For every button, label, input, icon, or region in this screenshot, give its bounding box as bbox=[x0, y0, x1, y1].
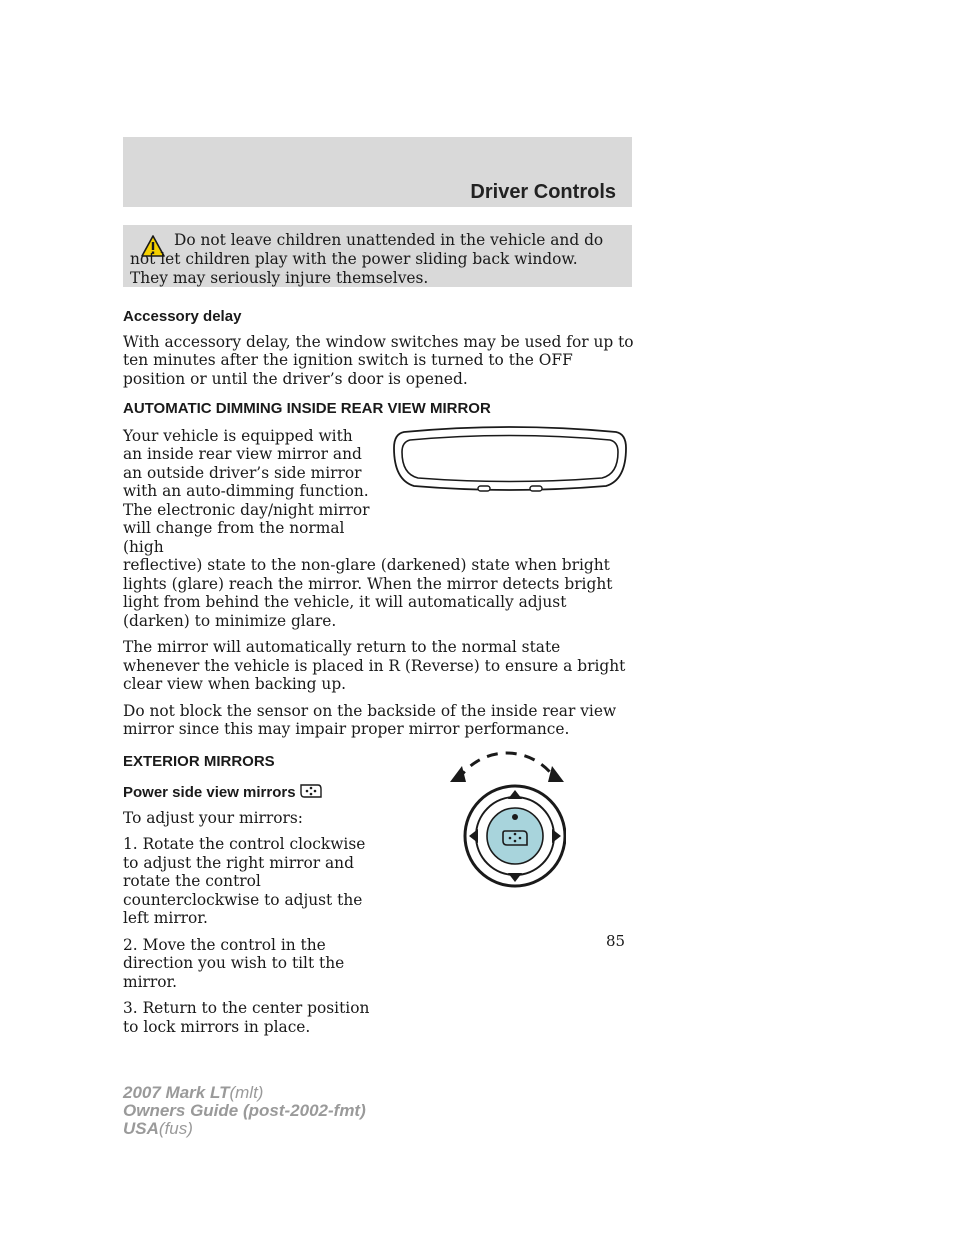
accessory-delay-heading: Accessory delay bbox=[123, 308, 242, 325]
section-title: Driver Controls bbox=[470, 181, 616, 203]
footer bbox=[123, 1084, 366, 1138]
exterior-mirrors-heading: EXTERIOR MIRRORS bbox=[123, 752, 275, 770]
footer-guide: Owners Guide (post-2002-fmt) bbox=[123, 1101, 366, 1120]
warning-text: Do not leave children unattended in the vehicle and do not let children play with the power sliding back window. They may seriously injure themselves. bbox=[130, 231, 604, 287]
sensor-paragraph: Do not block the sensor on the backside of the inside rear view mirror since this may impair proper mirror performance. bbox=[123, 701, 617, 738]
step-3: 3. Return to the center position to lock mirrors in place. bbox=[123, 999, 370, 1036]
rear-view-mirror-illustration bbox=[390, 420, 630, 500]
auto-dimming-intro: Your vehicle is equipped with an inside rear view mirror and an outside driver’s side mirror with an auto-dimming function. The electronic day/night mirror will change from the normal (high bbox=[123, 426, 370, 556]
adjust-intro: To adjust your mirrors: bbox=[123, 808, 303, 827]
footer-region-code: (fus) bbox=[158, 1119, 193, 1138]
header-band bbox=[123, 137, 632, 207]
step-2: 2. Move the control in the direction you wish to tilt the mirror. bbox=[123, 935, 345, 991]
auto-dimming-body: reflective) state to the non-glare (darkened) state when bright lights (glare) reach the mirror. When the mirror detects bright light from behind the vehicle, it will automatically adjust (darken) to minimize glare. bbox=[123, 556, 613, 630]
auto-dimming-heading: AUTOMATIC DIMMING INSIDE REAR VIEW MIRROR bbox=[123, 400, 491, 417]
accessory-delay-body: With accessory delay, the window switches may be used for up to ten minutes after the ignition switch is turned to the OFF position or until the driver’s door is opened. bbox=[123, 332, 634, 388]
step-1: 1. Rotate the control clockwise to adjust the right mirror and rotate the control counterclockwise to adjust the left mirror. bbox=[123, 835, 366, 927]
page-number: 85 bbox=[606, 932, 626, 950]
footer-line-3 bbox=[123, 1120, 366, 1138]
warning-box bbox=[123, 225, 632, 287]
mirror-control-knob-illustration bbox=[448, 742, 566, 892]
footer-line-2 bbox=[123, 1102, 366, 1120]
footer-region: USA bbox=[123, 1119, 159, 1138]
footer-line-1 bbox=[123, 1084, 366, 1102]
footer-model: 2007 Mark LT bbox=[123, 1083, 230, 1102]
power-side-view-mirrors-label: Power side view mirrors bbox=[123, 784, 296, 801]
power-mirror-icon bbox=[299, 783, 323, 799]
main-content bbox=[123, 308, 635, 1044]
footer-model-code: (mlt) bbox=[229, 1083, 264, 1102]
reverse-paragraph: The mirror will automatically return to the normal state whenever the vehicle is placed in R (Reverse) to ensure a bright clear view when backing up. bbox=[123, 638, 626, 693]
